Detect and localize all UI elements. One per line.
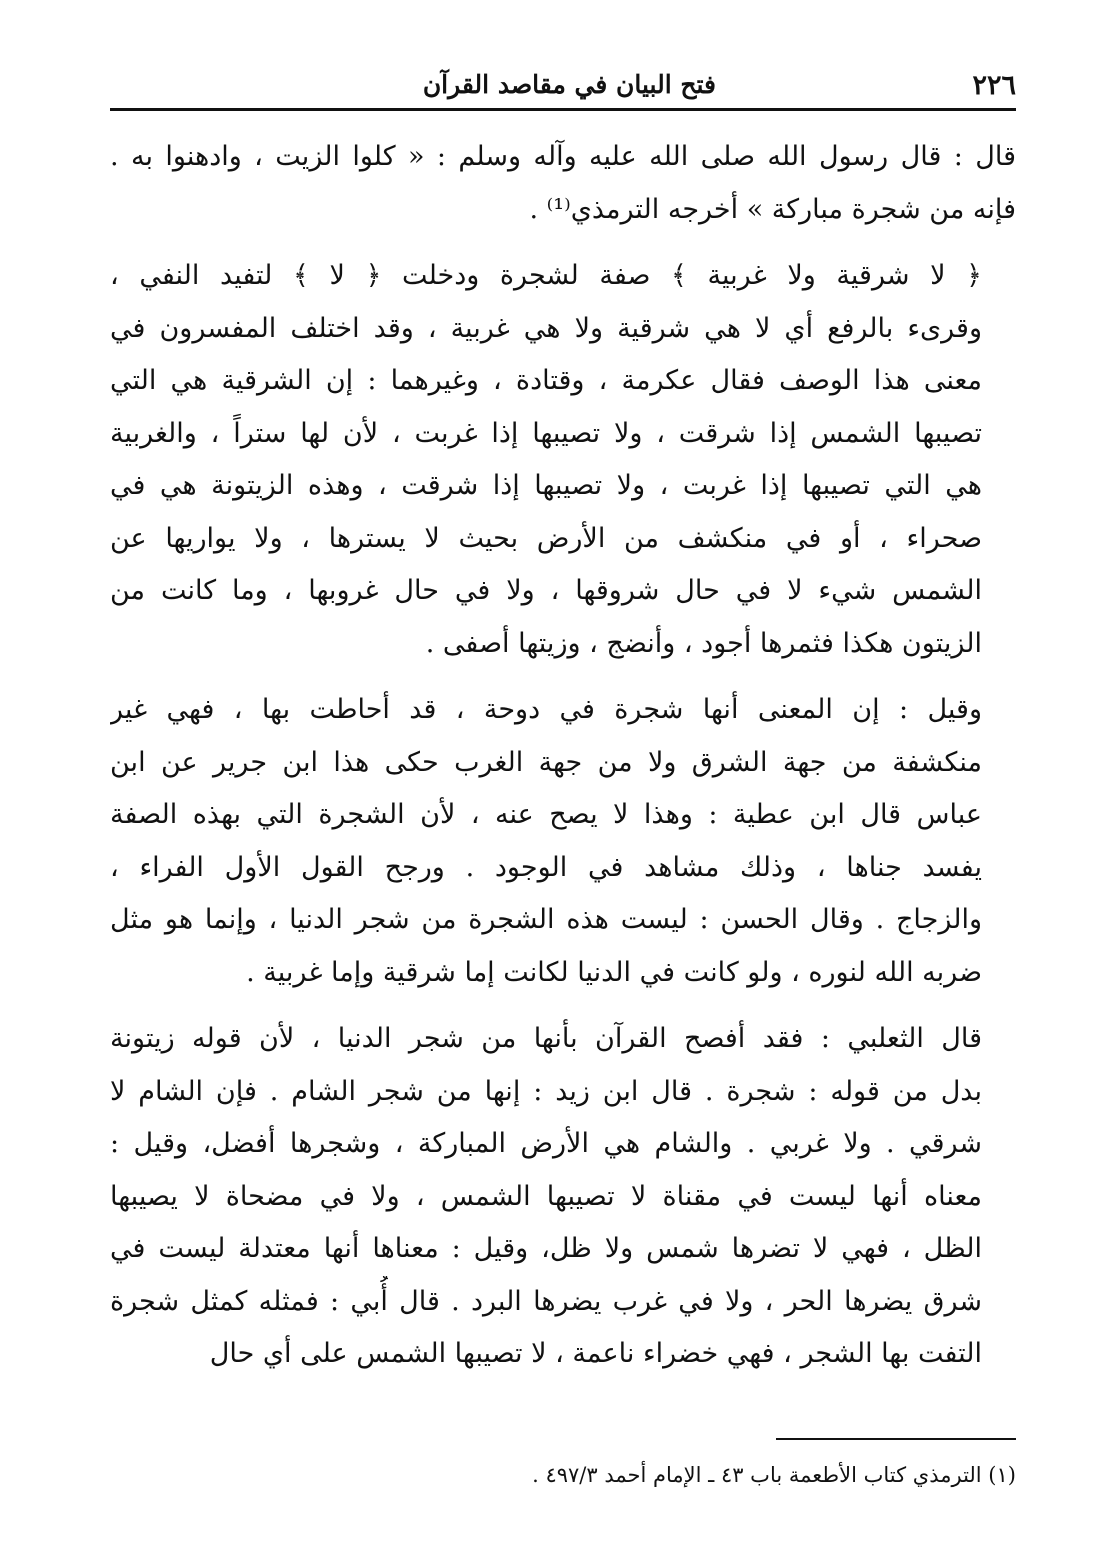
text-line: قال الثعلبي : فقد أفصح القرآن بأنها من شجر الدنيا ، لأن قوله زيتونة bbox=[110, 1023, 982, 1054]
text-line: الشمس شيء لا في حال شروقها ، ولا في حال غروبها ، وما كانت من bbox=[110, 575, 982, 606]
paragraph bbox=[110, 131, 1016, 236]
text-line: شرق يضرها الحر ، ولا في غرب يضرها البرد . قال أُبي : فمثله كمثل شجرة bbox=[110, 1285, 982, 1317]
page-header bbox=[110, 60, 1016, 111]
book-page bbox=[110, 60, 1016, 1530]
text-line: والزجاج . وقال الحسن : ليست هذه الشجرة من شجر الدنيا ، وإنما هو مثل bbox=[110, 904, 982, 935]
text-line: عباس قال ابن عطية : وهذا لا يصح عنه ، لأن الشجرة التي بهذه الصفة bbox=[110, 799, 982, 830]
text-line: التفت بها الشجر ، فهي خضراء ناعمة ، لا تصيبها الشمس على أي حال bbox=[209, 1338, 982, 1369]
text-line: شرقي . ولا غربي . والشام هي الأرض المباركة ، وشجرها أفضل، وقيل : bbox=[110, 1128, 982, 1159]
text-line: هي التي تصيبها إذا غربت ، ولا تصيبها إذا شرقت ، وهذه الزيتونة هي في bbox=[110, 470, 982, 501]
text-line: وقيل : إن المعنى أنها شجرة في دوحة ، قد أحاطت بها ، فهي غير bbox=[110, 694, 982, 725]
text-line: منكشفة من جهة الشرق ولا من جهة الغرب حكى هذا ابن جرير عن ابن bbox=[110, 746, 982, 778]
text-line: تصيبها الشمس إذا شرقت ، ولا تصيبها إذا غربت ، لأن لها ستراً ، والغربية bbox=[110, 417, 982, 449]
text-line: معنى هذا الوصف فقال عكرمة ، وقتادة ، وغيرهما : إن الشرقية هي التي bbox=[110, 365, 982, 396]
paragraph bbox=[110, 250, 1016, 670]
text-line: قال : قال رسول الله صلى الله عليه وآله وسلم : « كلوا الزيت ، وادهنوا به . bbox=[110, 141, 1016, 172]
text-line: ﴿ لا شرقية ولا غربية ﴾ صفة لشجرة ودخلت ﴿ لا ﴾ لتفيد النفي ، bbox=[110, 260, 982, 291]
text-line: يفسد جناها ، وذلك مشاهد في الوجود . ورجح القول الأول الفراء ، bbox=[110, 851, 982, 883]
running-title: فتح البيان في مقاصد القرآن bbox=[422, 70, 716, 99]
text-line: الظل ، فهي لا تضرها شمس ولا ظل، وقيل : معناها أنها معتدلة ليست في bbox=[110, 1233, 982, 1264]
text-line: ضربه الله لنوره ، ولو كانت في الدنيا لكانت إما شرقية وإما غربية . bbox=[246, 956, 982, 988]
footnote-divider bbox=[776, 1438, 1016, 1440]
body-text bbox=[110, 131, 1016, 1381]
text-line: بدل من قوله : شجرة . قال ابن زيد : إنها من شجر الشام . فإن الشام لا bbox=[110, 1075, 982, 1107]
footnote: (١) الترمذي كتاب الأطعمة باب ٤٣ ـ الإمام أحمد ٤٩٧/٣ . bbox=[532, 1463, 1016, 1487]
text-line: فإنه من شجرة مباركة » أخرجه الترمذي⁽¹⁾ . bbox=[529, 193, 1016, 225]
text-line: الزيتون هكذا فثمرها أجود ، وأنضج ، وزيتها أصفى . bbox=[425, 627, 982, 659]
paragraph bbox=[110, 1013, 1016, 1381]
text-line: معناه أنها ليست في مقناة لا تصيبها الشمس ، ولا في مضحاة لا يصيبها bbox=[110, 1180, 982, 1212]
paragraph bbox=[110, 684, 1016, 999]
text-line: وقرىء بالرفع أي لا هي شرقية ولا هي غربية ، وقد اختلف المفسرون في bbox=[110, 312, 982, 344]
text-line: صحراء ، أو في منكشف من الأرض بحيث لا يسترها ، ولا يواريها عن bbox=[110, 522, 982, 554]
page-number: ٢٢٦ bbox=[972, 70, 1016, 101]
